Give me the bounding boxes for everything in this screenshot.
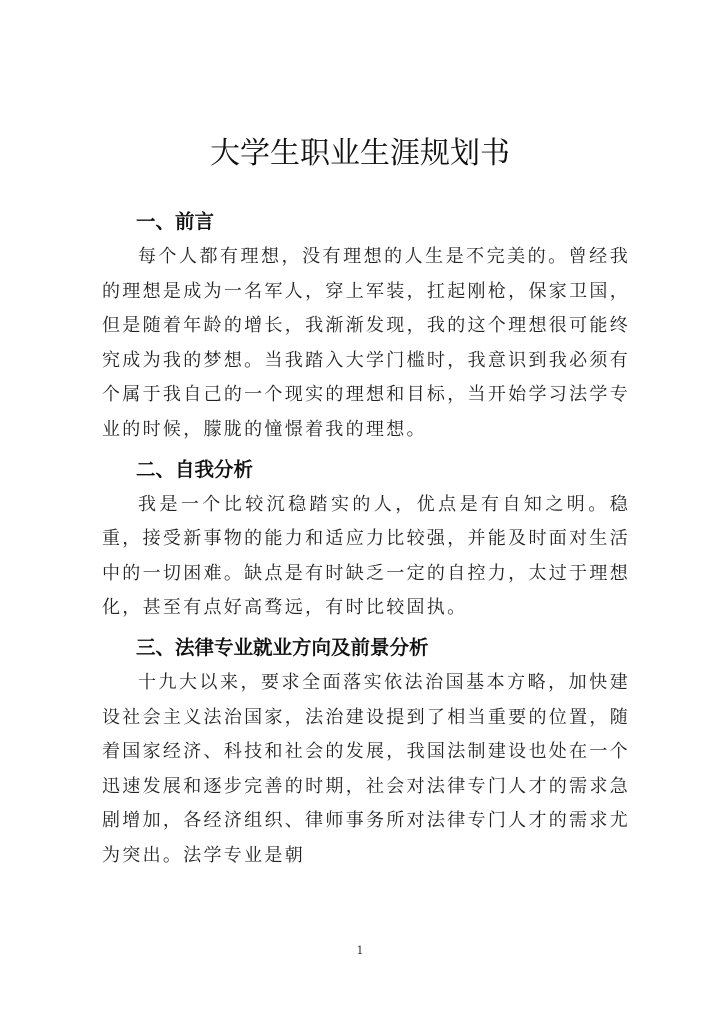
section-heading: 二、自我分析: [136, 457, 254, 481]
document-title: 大学生职业生涯规划书: [210, 136, 510, 171]
page-number: 1: [356, 944, 364, 957]
section-heading: 三、法律专业就业方向及前景分析: [136, 635, 429, 659]
section-paragraph: 十九大以来，要求全面落实依法治国基本方略，加快建设社会主义法治国家，法治建设提到了相当重要的位置，随着国家经济、科技和社会的发展，我国法制建设也处在一个迅速发展和逐步完善的时期，社会对法律专门人才的需求急剧增加，各经济组织、律师事务所对法律专门人才的需求尤为突出。法学专业是朝: [102, 671, 630, 866]
section-paragraph: 每个人都有理想，没有理想的人生是不完美的。曾经我的理想是成为一名军人，穿上军装，扛起刚枪，保家卫国，但是随着年龄的增长，我渐渐发现，我的这个理想很可能终究成为我的梦想。当我踏入大学门槛时，我意识到我必须有个属于我自己的一个现实的理想和目标，当开始学习法学专业的时候，朦胧的憧憬着我的理想。: [102, 246, 630, 440]
section-paragraph: 我是一个比较沉稳踏实的人，优点是有自知之明。稳重，接受新事物的能力和适应力比较强，并能及时面对生活中的一切困难。缺点是有时缺乏一定的自控力，太过于理想化，甚至有点好高骛远，有时比较固执。: [102, 493, 630, 619]
document-body: [102, 204, 630, 878]
section-career-prospects: [102, 630, 630, 874]
section-preface: [102, 204, 630, 448]
section-self-analysis: [102, 452, 630, 626]
section-heading: 一、前言: [136, 210, 215, 233]
